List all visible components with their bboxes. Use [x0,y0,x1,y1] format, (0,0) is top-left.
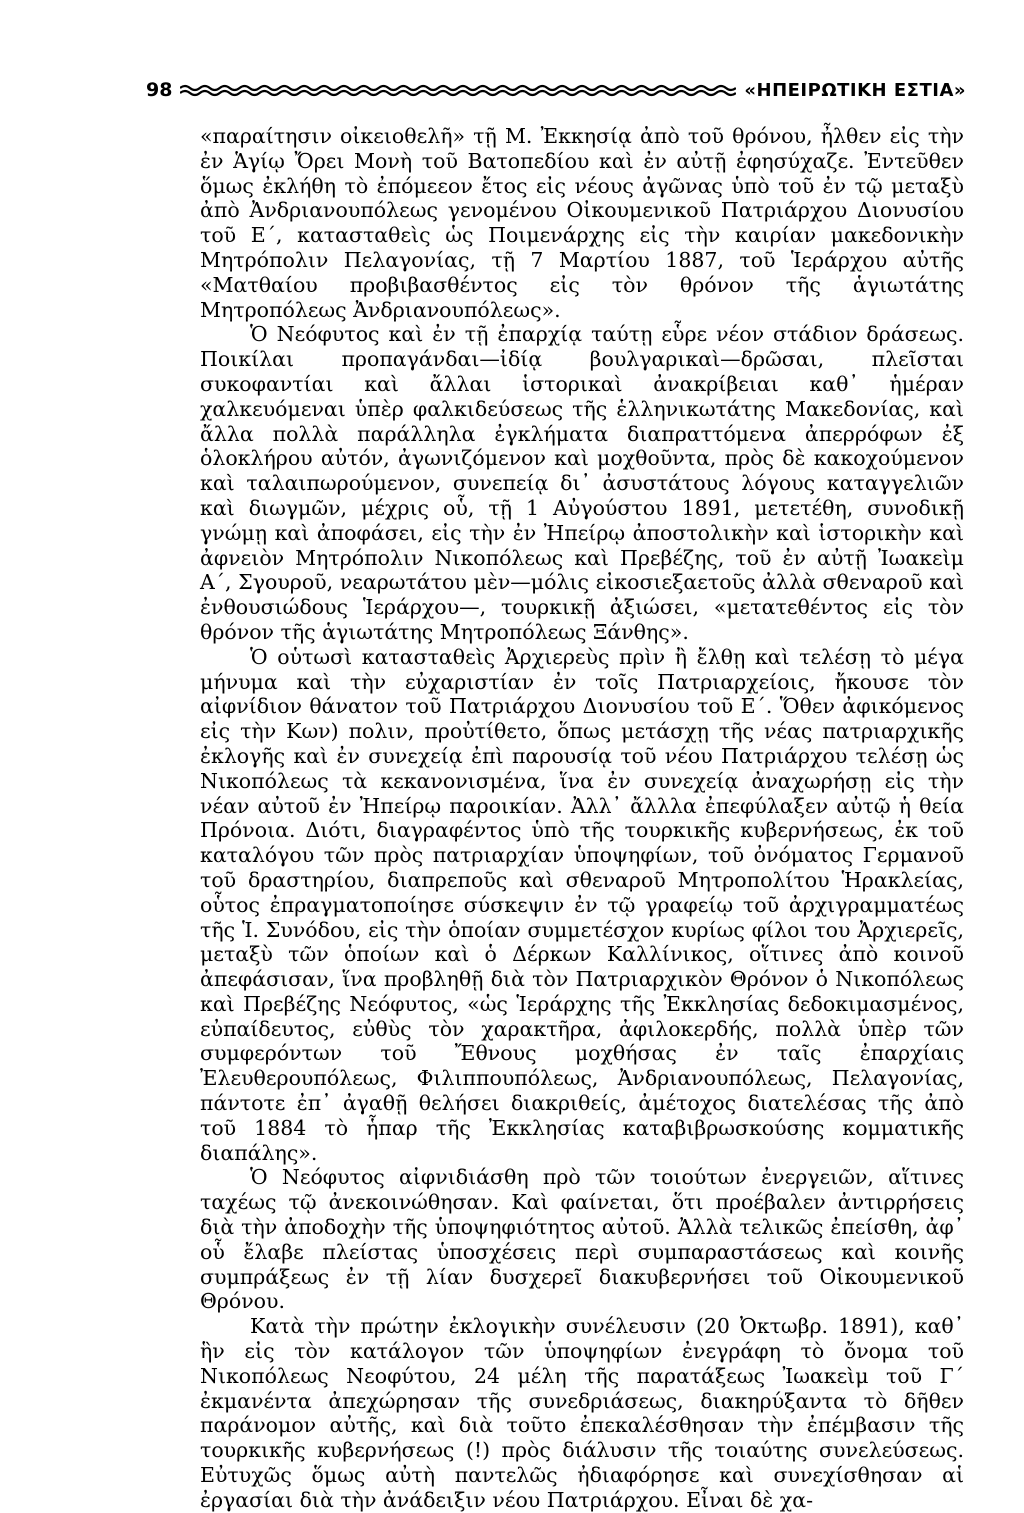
paragraph: Ὁ οὑτωσὶ κατασταθεὶς Ἀρχιερεὺς πρὶν ἢ ἔλθῃ καὶ τελέσῃ τὸ μέγα μήνυμα καὶ τὴν εὐχαριστίαν ἐν τοῖς Πατριαρχείοις, ἤκουσε τὸν αἰφνίδιον θάνατον τοῦ Πατριάρχου Διονυσίου τοῦ Ε΄. Ὅθεν ἀφικόμενος εἰς τὴν Κων) πολιν, προὐτίθετο, ὅπως μετάσχῃ τῆς νέας πατριαρχικῆς ἐκλογῆς καὶ ἐν συνεχείᾳ ἐπὶ παρουσίᾳ τοῦ νέου Πατριάρχου τελέσῃ ὡς Νικοπόλεως τὰ κεκανονισμένα, ἵνα ἐν συνεχείᾳ ἀναχωρήσῃ εἰς τὴν νέαν αὐτοῦ ἐν Ἠπείρῳ παροικίαν. Ἀλλ᾽ ἄλλλα ἐπεφύλαξεν αὐτῷ ἡ θεία Πρόνοια. Διότι, διαγραφέντος ὑπὸ τῆς τουρκικῆς κυβερνήσεως, ἐκ τοῦ καταλόγου τῶν πρὸς πατριαρχίαν ὑποψηφίων, τοῦ ὀνόματος Γερμανοῦ τοῦ δραστηρίου, διαπρεποῦς καὶ σθεναροῦ Μητροπολίτου Ἡρακλείας, οὗτος ἐπραγματοποίησε σύσκεψιν ἐν τῷ γραφείῳ τοῦ ἀρχιγραμματέως τῆς Ἱ. Συνόδου, εἰς τὴν ὁποίαν συμμετέσχον κυρίως φίλοι του Ἀρχιερεῖς, μεταξὺ τῶν ὁποίων καὶ ὁ Δέρκων Καλλίνικος, οἵτινες ἀπὸ κοινοῦ ἀπεφάσισαν, ἵνα προβληθῇ διὰ τὸν Πατριαρχικὸν Θρόνον ὁ Νικοπόλεως καὶ Πρεβέζης Νεόφυτος, «ὡς Ἱεράρχης τῆς Ἐκκλησίας δεδοκιμασμένος, εὐπαίδευτος, εὐθὺς τὸν χαρακτῆρα, ἀφιλοκερδής, πολλὰ ὑπὲρ τῶν συμφερόντων τοῦ Ἔθνους μοχθήσας ἐν ταῖς ἐπαρχίαις Ἐλευθερουπόλεως, Φιλιππουπόλεως, Ἀνδριανουπόλεως, Πελαγονίας, πάντοτε ἐπ᾽ ἀγαθῇ θελήσει διακριθείς, ἀμέτοχος διατελέσας τῆς ἀπὸ τοῦ 1884 τὸ ἧπαρ τῆς Ἐκκλησίας καταβιβρωσκούσης κομματικῆς διαπάλης». [200,644,964,1165]
wavy-line-bottom [180,91,736,95]
paragraph: Ὁ Νεόφυτος αἰφνιδιάσθη πρὸ τῶν τοιούτων ἐνεργειῶν, αἵτινες ταχέως τῷ ἀνεκοινώθησαν. Καὶ φαίνεται, ὅτι προέβαλεν ἀντιρρήσεις διὰ τὴν ἀποδοχὴν τῆς ὑποψηφιότητος αὐτοῦ. Ἀλλὰ τελικῶς ἐπείσθη, ἀφ᾽ οὗ ἔλαβε πλείστας ὑποσχέσεις περὶ συμπαραστάσεως καὶ κοινῆς συμπράξεως ἐν τῇ λίαν δυσχερεῖ διακυβερνήσει τοῦ Οἰκουμενικοῦ Θρόνου. [200,1165,964,1314]
paragraph: Κατὰ τὴν πρώτην ἐκλογικὴν συνέλευσιν (20 Ὀκτωβρ. 1891), καθ᾽ ἣν εἰς τὸν κατάλογον τῶν ὑποψηφίων ἐνεγράφη τὸ ὄνομα τοῦ Νικοπόλεως Νεοφύτου, 24 μέλη τῆς παρατάξεως Ἰωακεὶμ τοῦ Γ΄ ἐκμανέντα ἀπεχώρησαν τῆς συνεδριάσεως, διακηρύξαντα τὸ δῆθεν παράνομον αὐτῆς, καὶ διὰ τοῦτο ἐπεκαλέσθησαν τὴν ἐπέμβασιν τῆς τουρκικῆς κυβερνήσεως (!) πρὸς διάλυσιν τῆς τοιαύτης συνελεύσεως. Εὐτυχῶς ὅμως αὐτὴ παντελῶς ἠδιαφόρησε καὶ συνεχίσθησαν αἱ ἐργασίαι διὰ τὴν ἀνάδειξιν νέου Πατριάρχου. Εἶναι δὲ χα- [200,1314,964,1512]
paragraph: «παραίτησιν οἰκειοθελῆ» τῇ Μ. Ἐκκησίᾳ ἀπὸ τοῦ θρόνου, ἦλθεν εἰς τὴν ἐν Ἁγίῳ Ὄρει Μονὴ τοῦ Βατοπεδίου καὶ ἐν αὐτῇ ἐφησύχαζε. Ἐντεῦθεν ὅμως ἐκλήθη τὸ ἐπόμεεον ἔτος εἰς νέους ἀγῶνας ὑπὸ τοῦ ἐν τῷ μεταξὺ ἀπὸ Ἀνδριανουπόλεως γενομένου Οἰκουμενικοῦ Πατριάρχου Διονυσίου τοῦ Ε΄, κατασταθεὶς ὡς Ποιμενάρχης εἰς τὴν καιρίαν μακεδονικὴν Μητρόπολιν Πελαγονίας, τῇ 7 Μαρτίου 1887, τοῦ Ἱεράρχου αὐτῆς «Ματθαίου προβιβασθέντος εἰς τὸν θρόνον τῆς ἁγιωτάτης Μητροπόλεως Ἀνδριανουπόλεως». [200,124,964,322]
page-header [146,78,966,102]
body-text [200,124,964,1513]
page-number: 98 [146,79,173,101]
wavy-rule [180,83,736,97]
wavy-line-top [180,86,736,90]
paragraph: Ὁ Νεόφυτος καὶ ἐν τῇ ἐπαρχίᾳ ταύτῃ εὗρε νέον στάδιον δράσεως. Ποικίλαι προπαγάνδαι—ἰδίᾳ βουλγαρικαὶ—δρῶσαι, πλεῖσται συκοφαντίαι καὶ ἄλλαι ἱστορικαὶ ἀνακρίβειαι καθ᾽ ἡμέραν χαλκευόμεναι ὑπὲρ φαλκιδεύσεως τῆς ἑλληνικωτάτης Μακεδονίας, καὶ ἄλλα πολλὰ παράλληλα ἐγκλήματα διαπραττόμενα ἀπερρόφων ἐξ ὁλοκλήρου αὐτόν, ἀγωνιζόμενον καὶ μοχθοῦντα, πρὸς δὲ κακοχούμενον καὶ ταλαιπωρούμενον, συνεπείᾳ δι᾽ ἀσυστάτους λόγους καταγγελιῶν καὶ διωγμῶν, μέχρις οὗ, τῇ 1 Αὐγούστου 1891, μετετέθη, συνοδικῇ γνώμῃ καὶ ἀποφάσει, εἰς τὴν ἐν Ἠπείρῳ ἀποστολικὴν καὶ ἱστορικὴν καὶ ἀφνειὸν Μητρόπολιν Νικοπόλεως καὶ Πρεβέζης, τοῦ ἐν αὐτῇ Ἰωακεὶμ Α΄, Σγουροῦ, νεαρωτάτου μὲν—μόλις εἰκοσιεξαετοῦς ἀλλὰ σθεναροῦ καὶ ἐνθουσιώδους Ἱεράρχου—, τουρκικῇ ἀξιώσει, «μετατεθέντος εἰς τὸν θρόνον τῆς ἁγιωτάτης Μητροπόλεως Ξάνθης». [200,322,964,644]
running-title: «ΗΠΕΙΡΩΤΙΚΗ ΕΣΤΙΑ» [744,79,966,101]
